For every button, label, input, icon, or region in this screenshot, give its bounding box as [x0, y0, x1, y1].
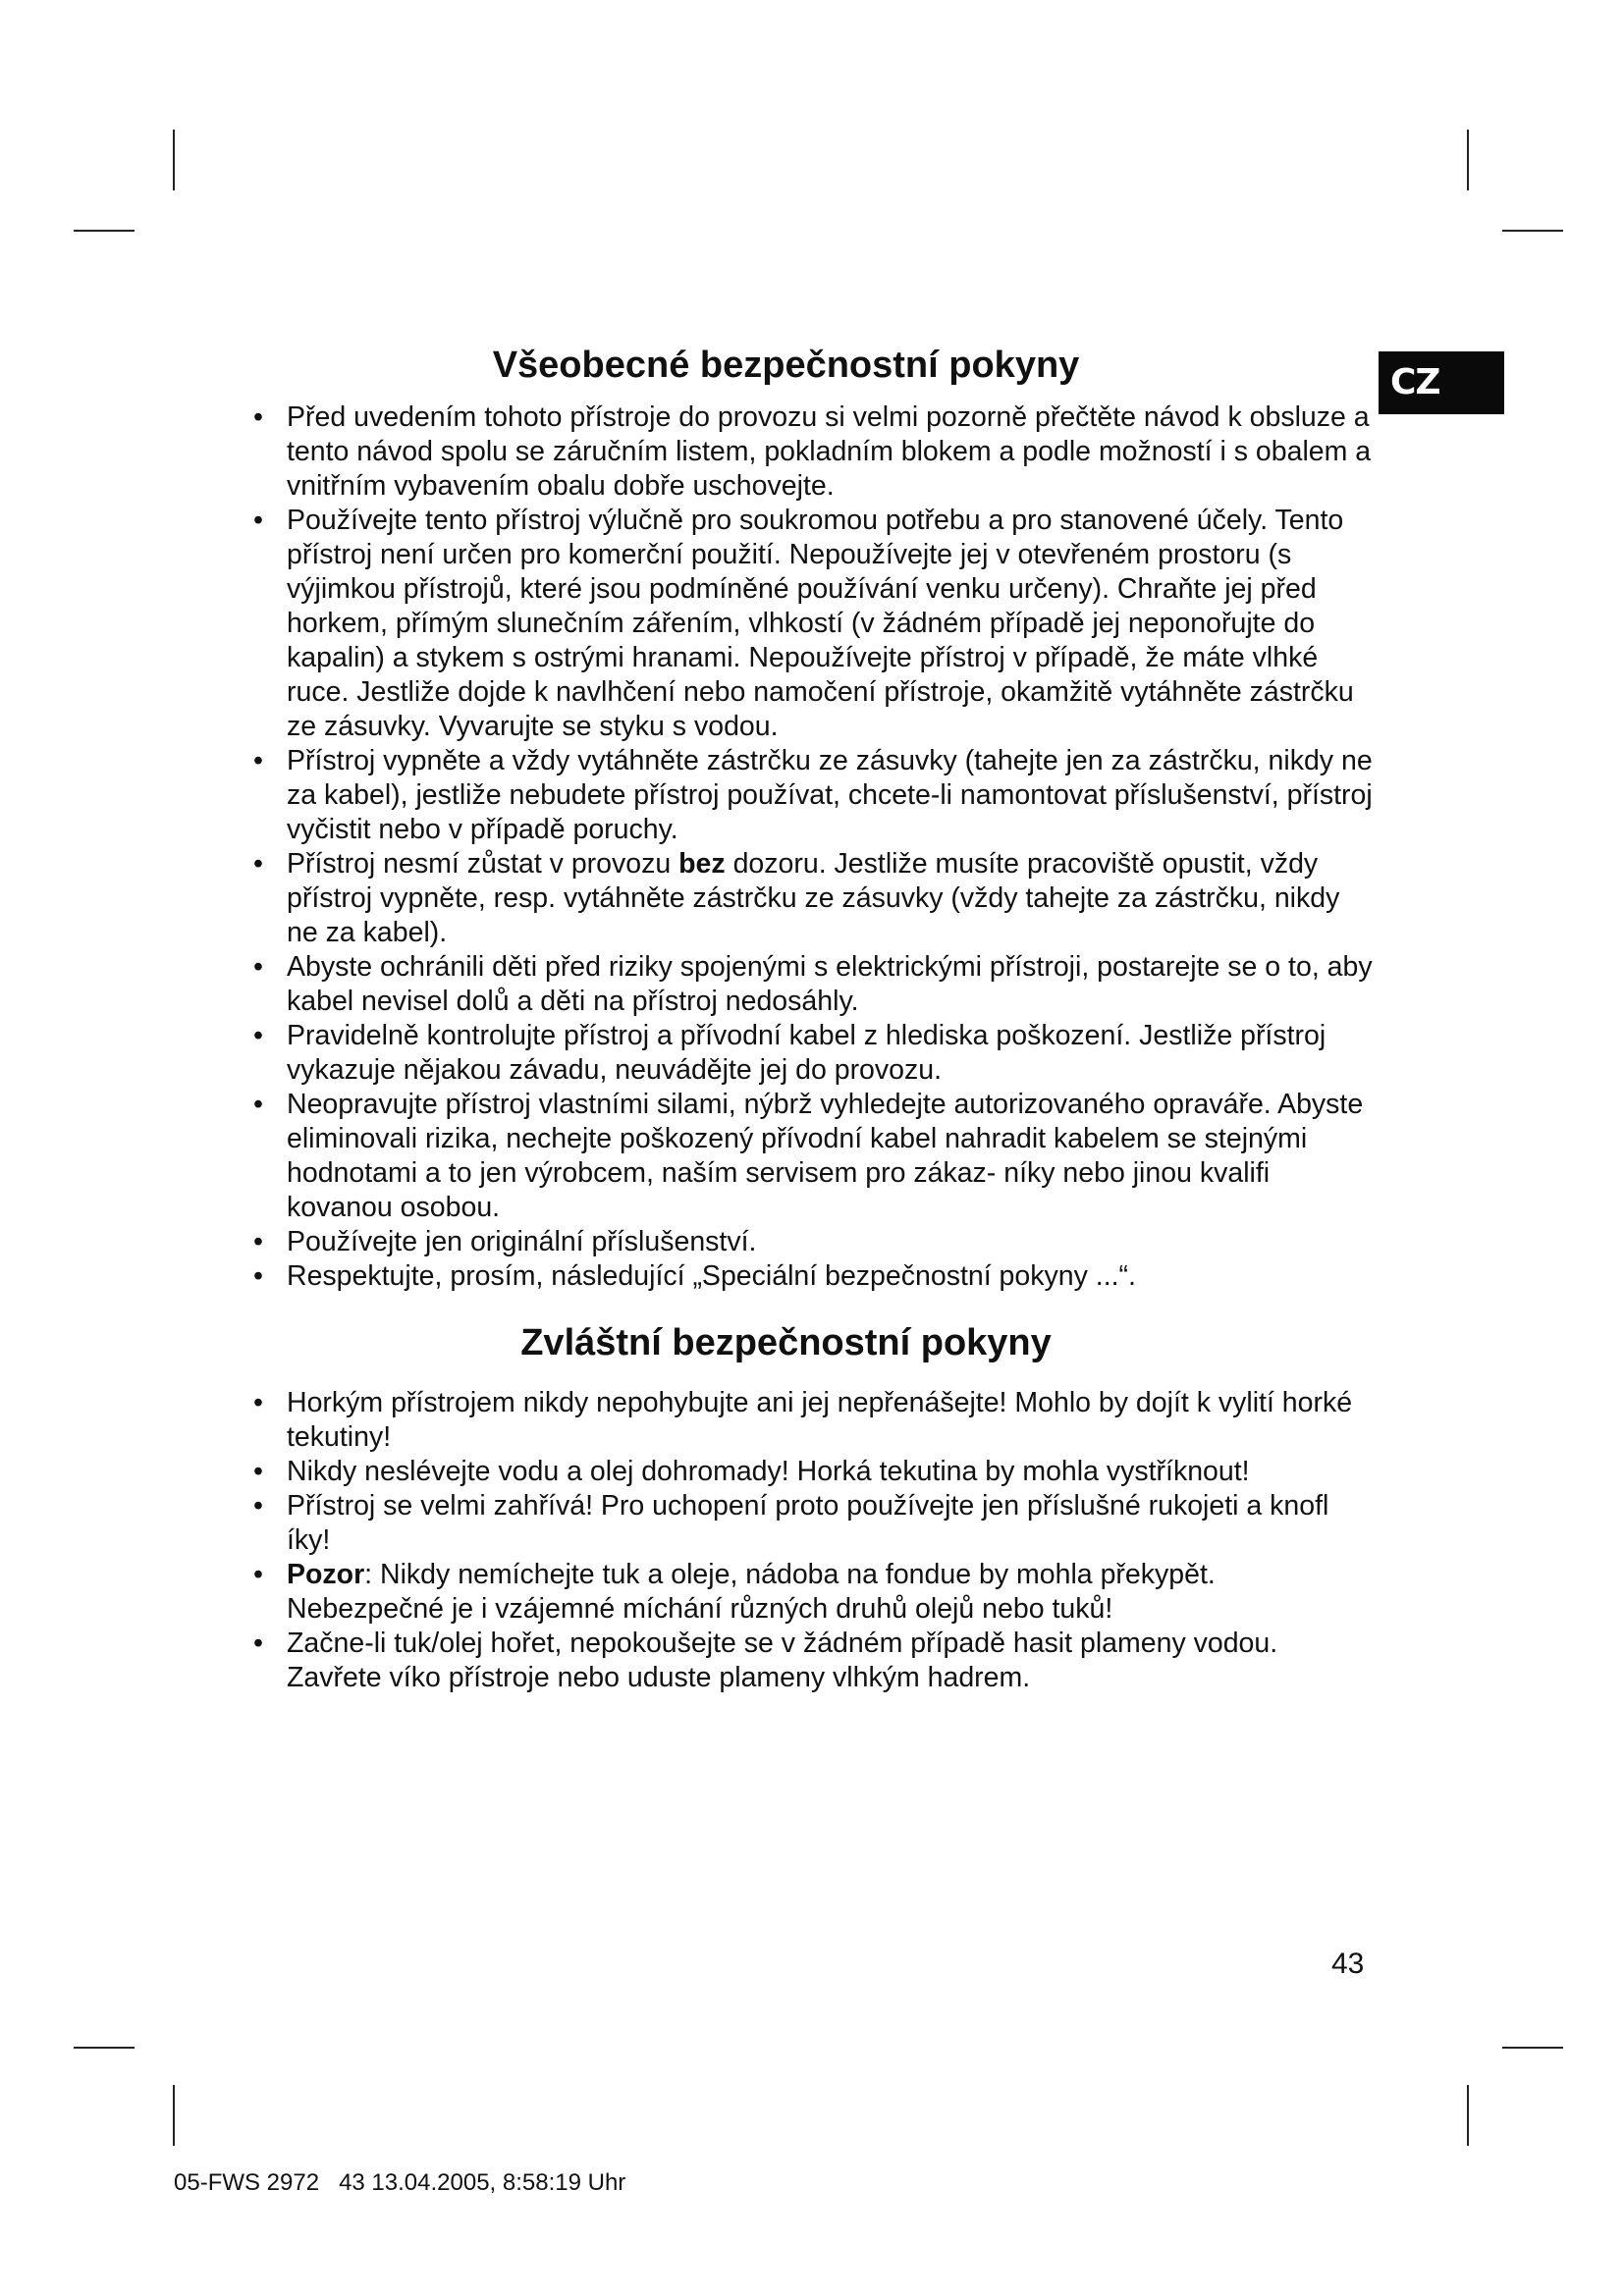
crop-mark-top-left-horizontal — [74, 230, 135, 232]
page-number: 43 — [1331, 1948, 1365, 1980]
emphasis-pozor: Pozor — [287, 1559, 365, 1590]
list-item: • Respektujte, prosím, následující „Speciální bezpečnostní pokyny ...“. — [253, 1260, 1136, 1292]
list-item: • Před uvedením tohoto přístroje do provozu si velmi pozorně přečtěte návod k obsluze a tento návod spolu se záručním listem, pokladním blokem a podle možností i s obalem a vnitřním vybavením obalu dobře uschovejte. — [253, 401, 1372, 502]
language-tab: CZ — [1379, 351, 1504, 414]
bullet: • — [253, 1456, 263, 1487]
list-item: • Horkým přístrojem nikdy nepohybujte ani jej nepřenášejte! Mohlo by dojít k vylití horké tekutiny! — [253, 1387, 1353, 1453]
bullet: • — [253, 1226, 263, 1257]
list-item: • Přístroj nesmí zůstat v provozu bez dozoru. Jestliže musíte pracoviště opustit, vždy přístroj vypněte, resp. vytáhněte zástrčku ze zásuvky (vždy tahejte za zástrčku, nikdy ne za kabel). — [253, 848, 1340, 948]
page-content — [253, 340, 1382, 1695]
bullet: • — [253, 505, 263, 536]
list-item: • Používejte tento přístroj výlučně pro soukromou potřebu a pro stanovené účely. Tento přístroj není určen pro komerční použití. Nepoužívejte jej v otevřeném prostoru (s výjimkou přístrojů, které jsou podmíněné používání venku určeny). Chraňte jej před horkem, přímým slunečním zářením, vlhkostí (v žádném případě jej neponořujte do kapalin) a stykem s ostrými hranami. Nepoužívejte přístroj v případě, že máte vlhké ruce. Jestliže dojde k navlhčení nebo namočení přístroje, okamžitě vytáhněte zástrčku ze zásuvky. Vyvarujte se styku s vodou. — [253, 505, 1354, 742]
crop-mark-top-right-horizontal — [1502, 230, 1563, 232]
crop-mark-bottom-left-horizontal — [74, 2047, 135, 2049]
bullet: • — [253, 1089, 263, 1120]
list-item: • Používejte jen originální příslušenství. — [253, 1226, 757, 1257]
bullet: • — [253, 951, 263, 983]
list-item: • Pravidelně kontrolujte přístroj a přívodní kabel z hlediska poškození. Jestliže přístroj vykazuje nějakou závadu, neuvádějte jej do provozu. — [253, 1020, 1326, 1086]
print-footer: 05-FWS 2972 43 13.04.2005, 8:58:19 Uhr — [174, 2169, 626, 2196]
list-item: • Začne-li tuk/olej hořet, nepokoušejte se v žádném případě hasit plameny vodou. Zavřete víko přístroje nebo uduste plameny vlhkým hadrem. — [253, 1628, 1278, 1693]
crop-mark-top-left-vertical — [173, 130, 175, 190]
bullet: • — [253, 1559, 263, 1590]
list-item: • Nikdy neslévejte vodu a olej dohromady! Horká tekutina by mohla vystříknout! — [253, 1456, 1250, 1487]
bullet: • — [253, 1628, 263, 1659]
bullet: • — [253, 1020, 263, 1051]
bullet: • — [253, 848, 263, 880]
special-safety-list — [253, 1386, 1382, 1695]
section-title-general-safety: Všeobecné bezpečnostní pokyny — [492, 345, 1080, 386]
emphasis-bez: bez — [678, 848, 726, 880]
crop-mark-bottom-right-horizontal — [1502, 2047, 1563, 2049]
list-item: • Přístroj vypněte a vždy vytáhněte zástrčku ze zásuvky (tahejte jen za zástrčku, nikdy ne za kabel), jestliže nebudete přístroj používat, chcete-li namontovat příslušenství, přístroj vyčistit nebo v případě poruchy. — [253, 745, 1373, 845]
bullet: • — [253, 401, 263, 433]
crop-mark-bottom-left-vertical — [173, 2085, 175, 2146]
bullet: • — [253, 1490, 263, 1522]
crop-mark-top-right-vertical — [1467, 130, 1469, 190]
list-item: • Abyste ochránili děti před riziky spojenými s elektrickými přístroji, postarejte se o to, aby kabel nevisel dolů a děti na přístroj nedosáhly. — [253, 951, 1373, 1017]
general-safety-list — [253, 400, 1382, 1294]
list-item: • Pozor: Nikdy nemíchejte tuk a oleje, nádoba na fondue by mohla překypět. Nebezpečné je i vzájemné míchání různých druhů olejů nebo tuků! — [253, 1559, 1216, 1625]
crop-mark-bottom-right-vertical — [1467, 2085, 1469, 2146]
list-item: • Přístroj se velmi zahřívá! Pro uchopení proto používejte jen příslušné rukojeti a knofl íky! — [253, 1490, 1329, 1556]
list-item: • Neopravujte přístroj vlastními silami, nýbrž vyhledejte autorizovaného opraváře. Abyste eliminovali rizika, nechejte poškozený přívodní kabel nahradit kabelem se stejnými hodnotami a to jen výrobcem, naším servisem pro zákaz- níky nebo jinou kvalifi kovanou osobou. — [253, 1089, 1364, 1223]
section-title-special-safety: Zvláštní bezpečnostní pokyny — [520, 1322, 1052, 1363]
bullet: • — [253, 1387, 263, 1418]
bullet: • — [253, 1260, 263, 1292]
bullet: • — [253, 745, 263, 776]
